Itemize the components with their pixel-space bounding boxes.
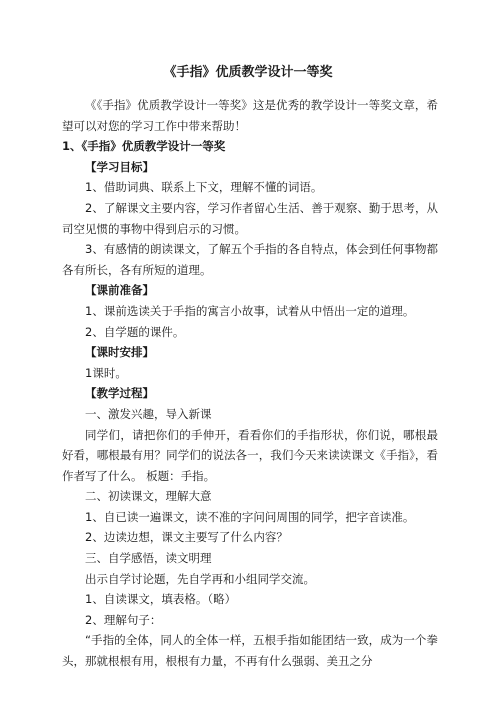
preparation-item: 1、课前选读关于手指的寓言小故事，试着从中悟出一定的道理。 — [85, 303, 415, 318]
goal-item: 3、有感情的朗读课文，了解五个手指的各自特点，体会到任何事物都各有所长，各有所短的道理。 — [62, 242, 438, 277]
process-paragraph: 同学们，请把你们的手伸开，看看你们的手指形状，你们说，哪根最好看，哪根最有用？同学们的说法各一，我们今天来读读课文《手指》，看作者写了什么。 板题：手指。 — [62, 427, 438, 483]
process-item: 2、边读边想，课文主要写了什么内容？ — [85, 530, 288, 545]
process-step-heading: 二、初读课文，理解大意 — [85, 489, 212, 504]
process-step-heading: 三、自学感悟，读文明理 — [85, 551, 212, 566]
quote-paragraph: “手指的全体，同人的全体一样，五根手指如能团结一致，成为一个拳头，那就根根有用，根根有力量，不再有什么强弱、美丑之分 — [62, 633, 438, 669]
goal-item: 1、借助词典、联系上下文，理解不懂的词语。 — [85, 180, 323, 195]
schedule-item: 1课时。 — [85, 365, 127, 380]
section-heading: 1、《手指》优质教学设计一等奖 — [62, 139, 226, 154]
document-title: 《手指》优质教学设计一等奖 — [163, 65, 333, 80]
document-body — [62, 95, 438, 672]
subheading-schedule: 【课时安排】 — [85, 345, 154, 360]
subheading-process: 【教学过程】 — [85, 386, 154, 401]
preparation-item: 2、自学题的课件。 — [85, 324, 185, 339]
process-item: 1、自已读一遍课文，读不准的字问问周围的同学，把字音读准。 — [85, 509, 415, 524]
goal-item: 2、了解课文主要内容，学习作者留心生活、善于观察、勤于思考，从司空见惯的事物中得到启示的习惯。 — [62, 200, 438, 236]
process-step-heading: 一、激发兴趣，导入新课 — [85, 406, 212, 421]
subheading-learning-goals: 【学习目标】 — [85, 159, 154, 174]
process-item: 2、理解句子： — [85, 612, 162, 627]
intro-paragraph: 《《手指》优质教学设计一等奖》这是优秀的教学设计一等奖文章，希望可以对您的学习工作中带来帮助！ — [62, 98, 438, 133]
process-item: 1、自读课文，填表格。（略） — [85, 592, 237, 607]
subheading-preparation: 【课前准备】 — [85, 283, 154, 298]
process-paragraph: 出示自学讨论题，先自学再和小组同学交流。 — [85, 571, 315, 586]
